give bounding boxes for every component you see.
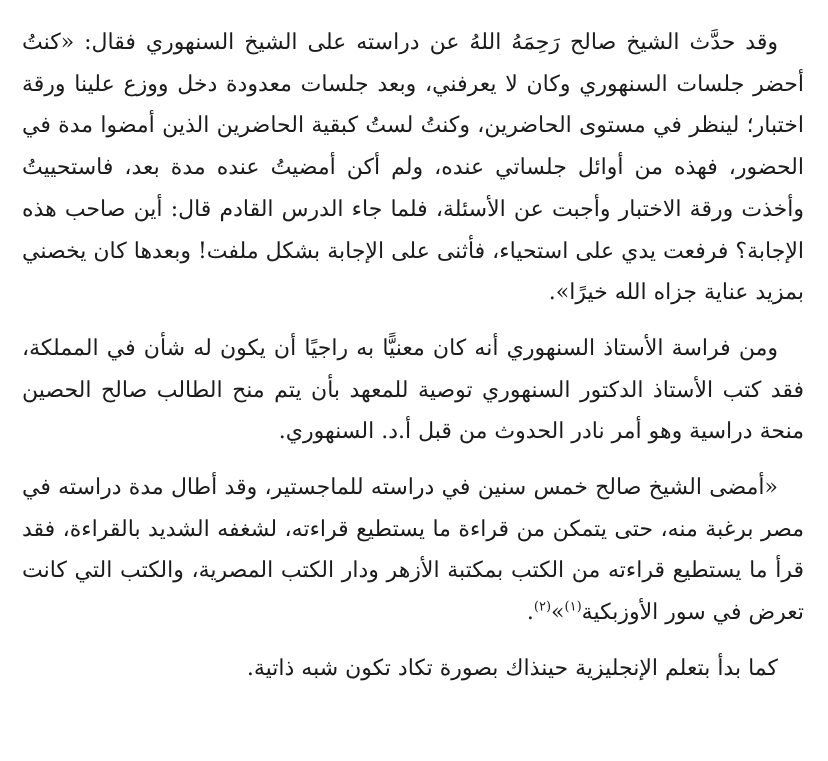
paragraph-1 — [22, 22, 804, 314]
closing-quote: » — [551, 600, 565, 626]
paragraph-3 — [22, 467, 804, 634]
paragraph-3-text: «أمضى الشيخ صالح خمس سنين في دراسته للماجستير، وقد أطال مدة دراسته في مصر برغبة منه، حتى يتمكن من قراءة ما يستطيع قراءته، لشغفه الشديد بالقراءة، فقد قرأ ما يستطيع قراءته من الكتب بمكتبة الأزهر ودار الكتب المصرية، والكتب التي كانت تعرض في سور الأوزبكية — [22, 475, 804, 626]
paragraph-3-end: . — [526, 600, 534, 626]
footnote-ref-2[interactable]: (٢) — [533, 599, 552, 615]
paragraph-4 — [22, 648, 804, 690]
paragraph-2-text: ومن فراسة الأستاذ السنهوري أنه كان معنيًّا به راجيًا أن يكون له شأن في المملكة، فقد كتب الأستاذ الدكتور السنهوري توصية للمعهد بأن يتم منح الطالب صالح الحصين منحة دراسية وهو أمر نادر الحدوث من قبل أ.د. السنهوري. — [22, 335, 804, 445]
paragraph-2 — [22, 328, 804, 453]
footnote-ref-1[interactable]: (١) — [564, 599, 582, 615]
paragraph-4-text: كما بدأ بتعلم الإنجليزية حينذاك بصورة تكاد تكون شبه ذاتية. — [246, 655, 778, 681]
paragraph-1-text: وقد حدَّث الشيخ صالح رَحِمَهُ اللهُ عن دراسته على الشيخ السنهوري فقال: «كنتُ أحضر جلسات السنهوري وكان لا يعرفني، وبعد جلسات معدودة دخل ووزع علينا ورقة اختبار؛ لينظر في مستوى الحاضرين، وكنتُ لستُ كبقية الحاضرين الذين أمضوا مدة في الحضور، فهذه من أوائل جلساتي عنده، ولم أكن أمضيتُ عنده مدة بعد، فاستحييتُ وأخذت ورقة الاختبار وأجبت عن الأسئلة، فلما جاء الدرس القادم قال: أين صاحب هذه الإجابة؟ فرفعت يدي على استحياء، فأثنى على الإجابة بشكل ملفت! وبعدها كان يخصني بمزيد عناية جزاه الله خيرًا». — [22, 30, 804, 306]
